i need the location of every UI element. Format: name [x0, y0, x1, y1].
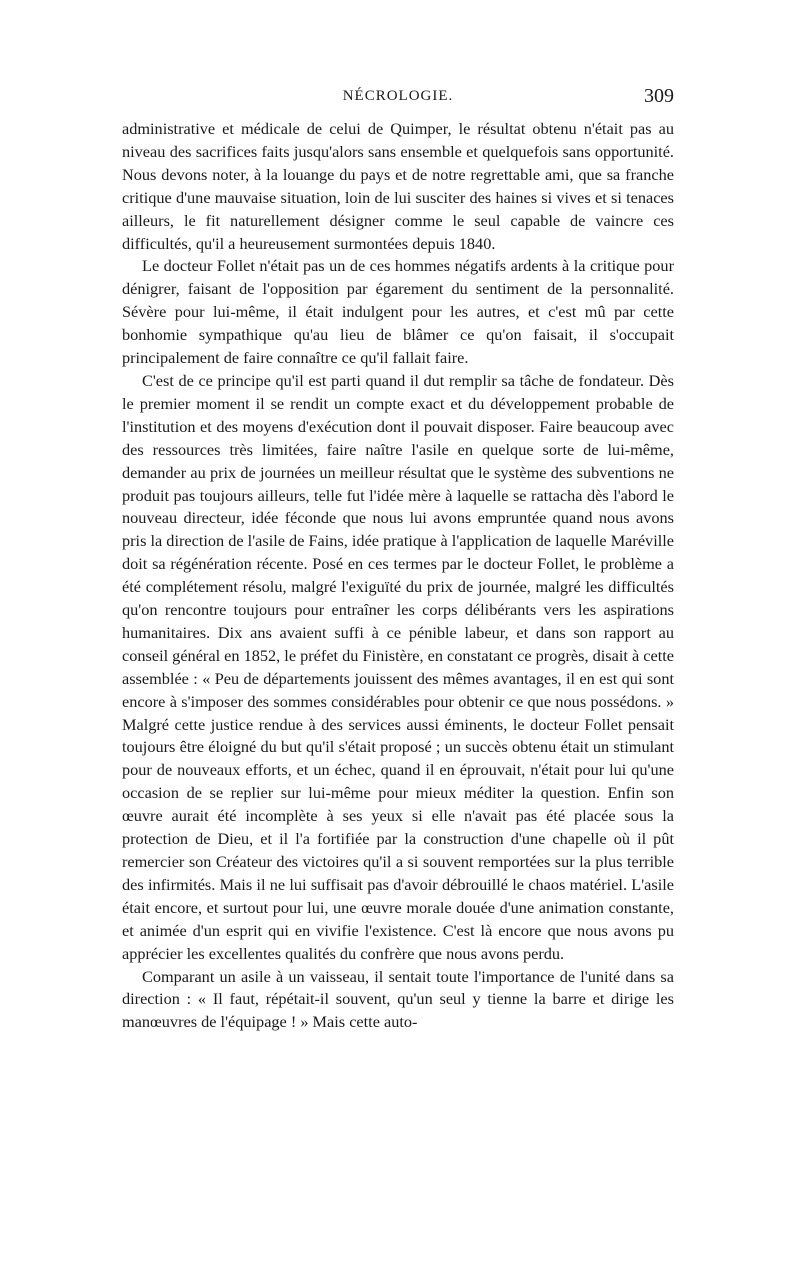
paragraph: Le docteur Follet n'était pas un de ces hommes négatifs ardents à la critique pour dénigrer, faisant de l'opposition par égarement du sentiment de la personnalité. Sévère pour lui-même, il était indulgent pour les autres, et c'est mû par cette bonhomie sympathique qu'au lieu de blâmer ce qu'on faisait, il s'occupait principalement de faire connaître ce qu'il fallait faire.: [122, 256, 674, 368]
paragraph: administrative et médicale de celui de Quimper, le résultat obtenu n'était pas au niveau des sacrifices faits jusqu'alors sans ensemble et quelquefois sans opportunité. Nous devons noter, à la louange du pays et de notre regrettable ami, que sa franche critique d'une mauvaise situation, loin de lui susciter des haines si vives et si tenaces ailleurs, le fit naturellement désigner comme le seul capable de vaincre ces difficultés, qu'il a heureusement surmontées depuis 1840.: [122, 119, 674, 253]
paragraph: Comparant un asile à un vaisseau, il sentait toute l'importance de l'unité dans sa direction : « Il faut, répétait-il souvent, qu'un seul y tienne la barre et dirige les manœuvres de l'équipage ! » Mais cette auto-: [122, 966, 674, 1032]
running-title: NÉCROLOGIE.: [342, 88, 454, 104]
body-text: [122, 118, 674, 1034]
page-number: 309: [644, 85, 674, 107]
paragraph: C'est de ce principe qu'il est parti quand il dut remplir sa tâche de fondateur. Dès le premier moment il se rendit un compte exact et du développement probable de l'institution et des moyens d'exécution dont il pouvait disposer. Faire beaucoup avec des ressources très limitées, faire naître l'asile en quelque sorte de lui-même, demander au prix de journées un meilleur résultat que le système des subventions ne produit pas toujours ailleurs, telle fut l'idée mère à laquelle se rattacha dès l'abord le nouveau directeur, idée féconde que nous lui avons empruntée quand nous avons pris la direction de l'asile de Fains, idée pratique à l'application de laquelle Maréville doit sa régénération récente. Posé en ces termes par le docteur Follet, le problème a été complétement résolu, malgré l'exiguïté du prix de journée, malgré les difficultés qu'on rencontre toujours pour entraîner les corps délibérants vers les aspirations humanitaires. Dix ans avaient suffi à ce pénible labeur, et dans son rapport au conseil général en 1852, le préfet du Finistère, en constatant ce progrès, disait à cette assemblée : « Peu de départements jouissent des mêmes avantages, il en est qui sont encore à s'imposer des sommes considérables pour obtenir ce que nous possédons. » Malgré cette justice rendue à des services aussi éminents, le docteur Follet pensait toujours être éloigné du but qu'il s'était proposé ; un succès obtenu était un stimulant pour de nouveaux efforts, et un échec, quand il en éprouvait, n'était pour lui qu'une occasion de se replier sur lui-même pour mieux méditer la question. Enfin son œuvre aurait été incomplète à ses yeux si elle n'avait pas été placée sous la protection de Dieu, et il l'a fortifiée par la construction d'une chapelle où il pût remercier son Créateur des victoires qu'il a si souvent remportées sur la plus terrible des infirmités. Mais il ne lui suffisait pas d'avoir débrouillé le chaos matériel. L'asile était encore, et surtout pour lui, une œuvre morale douée d'une animation constante, et animée d'un esprit qui en vivifie l'existence. C'est là encore que nous avons pu apprécier les excellentes qualités du confrère que nous avons perdu.: [122, 370, 674, 963]
running-head: [122, 85, 674, 110]
